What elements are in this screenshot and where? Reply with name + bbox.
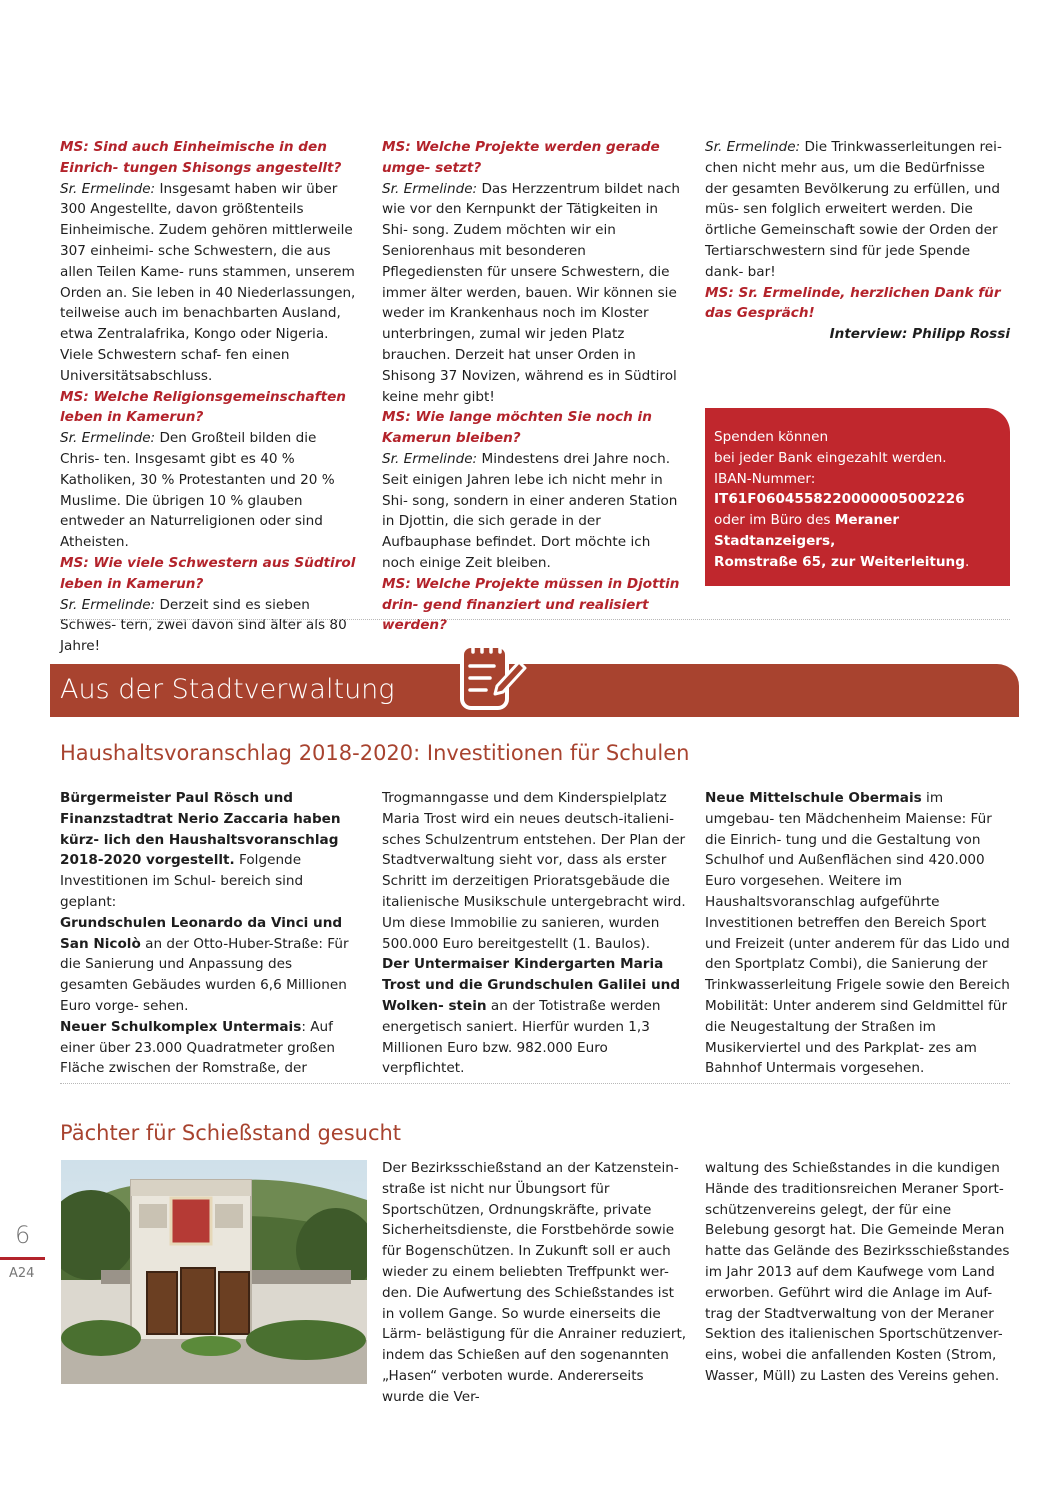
donation-line-3: IBAN-Nummer: — [714, 470, 816, 487]
article-1-column-3 — [705, 788, 1010, 1079]
speaker-label: Sr. Ermelinde: — [382, 180, 478, 197]
answer-text: Derzeit sind es sieben Schwes- tern, zwei davon sind älter als 80 Jahre! — [60, 596, 347, 655]
article-1-lead-rest: Folgende Investitionen im Schul- bereich sind geplant: — [60, 852, 304, 910]
article-2-column-2: Der Bezirksschießstand an der Katzenstein- straße ist nicht nur Übungsort für Sportschützen, Ordnungskräfte, private Sicherheitsdienste, die Forstbehörde sowie für Bogenschützen. In Zukunft soll er auch wieder zu einem beliebten Treffpunkt wer- den. Die Aufwertung des Schießstandes ist in vollem Gange. So wurde einerseits die Lärm- belästigung für die Anrainer reduziert, indem das Schießen auf den sogenannten „Hasen“ verboten wurde. Andererseits wurde die Ver- — [382, 1160, 687, 1405]
article-1-paragraph-3 — [60, 1017, 362, 1079]
answer-text: Den Großteil bilden die Chris- ten. Insgesamt gibt es 40 % Katholiken, 30 % Protestanten und 20 % Muslime. Die übrigen 10 % glauben entweder an Naturreligionen oder sind Atheisten. — [60, 430, 335, 551]
interview-answer — [60, 179, 360, 387]
speaker-label: Sr. Ermelinde: — [60, 596, 156, 613]
donation-line-2: bei jeder Bank eingezahlt werden. — [714, 449, 947, 466]
interview-question: MS: Sr. Ermelinde, herzlichen Dank für das Gespräch! — [705, 284, 1001, 322]
answer-text: Mindestens drei Jahre noch. Seit einigen Jahren lebe ich nicht mehr in Shi- song, sondern in einer anderen Station in Djottin, die sich gerade in der Aufbauphase befindet. Dort möchte ich noch einige Zeit bleiben. — [382, 450, 678, 571]
article-1-col2-p2 — [382, 954, 687, 1079]
donation-line-1: Spenden können — [714, 429, 829, 445]
article-1-p3-bold: Neuer Schulkomplex Untermais — [60, 1018, 302, 1035]
page-code: A24 — [9, 1266, 35, 1281]
divider-2 — [60, 1083, 1010, 1084]
answer-text: Die Trinkwasserleitungen rei- chen nicht mehr aus, um die Bedürfnisse der gesamten Bevölkerung zu erfüllen, und müs- sen folglich erweitert werden. Die örtliche Gemeinschaft sowie der Orden der Tertiarschwestern sind für jede Spende dank- bar! — [705, 139, 1002, 280]
article-2-title: Pächter für Schießstand gesucht — [60, 1121, 402, 1145]
section-banner — [50, 664, 1019, 717]
page-number: 6 — [15, 1221, 31, 1249]
article-1-lead — [60, 788, 362, 913]
interview-answer — [60, 428, 360, 553]
donation-line-6-bold: Romstraße 65, zur Weiterleitung — [714, 553, 965, 570]
interview-answer — [60, 595, 360, 657]
interview-credit — [705, 324, 1010, 345]
article-1-col2-p1: Trogmanngasse und dem Kinderspielplatz Maria Trost wird ein neues deutsch-italieni- sches Schulzentrum entstehen. Der Plan der Stadtverwaltung sieht vor, dass als erster Schritt im derzeitigen Prioratsgebäude die italienische Musikschule untergebracht wird. Um diese Immobilie zu sanieren, wurden 500.000 Euro bereitgestellt (1. Baulos). — [382, 790, 686, 952]
article-1-col3-p1-rest: im umgebau- ten Mädchenheim Maiense: Für die Einrich- tung und die Gestaltung von Schulhof und Außenflächen sind 420.000 Euro vorgesehen. Weitere im Haushaltsvoranschlag aufgeführte Investitionen betreffen den Bereich Sport und Freizeit (unter anderem für das Lido und den Sportplatz Combi), die Sanierung der Trinkwasserleitung Frigele sowie den Bereich Mobilität: Unter anderem sind Geldmittel für die Neugestaltung der Straßen im Musikerviertel und des Parkplat- zes am Bahnhof Untermais vorgesehen. — [705, 790, 1010, 1077]
speaker-label: Sr. Ermelinde: — [382, 450, 478, 467]
interview-column-3 — [705, 137, 1010, 324]
donation-line-5-bold: Meraner Stadtanzeigers, — [714, 512, 900, 549]
article-1-column-1 — [60, 788, 362, 1079]
donation-iban: IT61F0604558220000005002226 — [714, 491, 965, 508]
interview-column-2 — [382, 137, 684, 636]
article-1-p2-rest: an der Otto-Huber-Straße: Für die Sanierung und Anpassung des gesamten Gebäudes wurden 6,6 Millionen Euro vorge- sehen. — [60, 935, 349, 1014]
interview-answer — [382, 179, 684, 408]
shooting-range-photo — [61, 1160, 367, 1384]
divider-1 — [60, 619, 1010, 620]
page-number-rule — [0, 1257, 45, 1260]
article-1-col2-p2-bold: Der Untermaiser Kindergarten Maria Trost und die Grundschulen Galilei und Wolken- stein — [382, 956, 681, 1014]
interview-credit-text: Interview: Philipp Rossi — [829, 326, 1010, 342]
article-1-col3-p1-bold: Neue Mittelschule Obermais — [705, 790, 922, 806]
article-1-lead-bold: Bürgermeister Paul Rösch und Finanzstadtrat Nerio Zaccaria haben kürz- lich den Haushaltsvoranschlag 2018-2020 vorgestellt. — [60, 790, 341, 869]
article-1-p2-bold: Grundschulen Leonardo da Vinci und San Nicolò — [60, 914, 343, 952]
interview-question: MS: Welche Religionsgemeinschaften leben in Kamerun? — [60, 388, 346, 426]
notepad-pencil-icon — [453, 636, 529, 712]
article-1-column-2 — [382, 788, 687, 1079]
donation-line-5-text: oder im Büro des — [714, 512, 835, 529]
speaker-label: Sr. Ermelinde: — [60, 180, 156, 197]
interview-answer — [705, 137, 1010, 283]
donation-line-6-end: . — [964, 553, 970, 570]
article-1-col3-p1 — [705, 788, 1010, 1079]
speaker-label: Sr. Ermelinde: — [60, 430, 156, 447]
article-1-col2-p2-rest: an der Totistraße werden energetisch saniert. Hierfür wurden 1,3 Millionen Euro bzw. 982.000 Euro verpflichtet. — [382, 997, 661, 1077]
interview-question: MS: Sind auch Einheimische in den Einrich- tungen Shisongs angestellt? — [60, 139, 342, 176]
article-1-title: Haushaltsvoranschlag 2018-2020: Investitionen für Schulen — [60, 741, 690, 765]
article-1-paragraph-2 — [60, 913, 362, 1017]
interview-question: MS: Wie lange möchten Sie noch in Kamerun bleiben? — [382, 409, 652, 447]
article-2-column-3: waltung des Schießstandes in die kundigen Hände des traditionsreichen Meraner Sport- schützenvereins gelegt, der für eine Belebung gesorgt hat. Die Gemeinde Meran hatte das Gelände des Bezirksschießstandes im Jahr 2013 auf dem Kaufwege vom Land erworben. Geführt wird die Anlage im Auf- trag der Stadtverwaltung von der Meraner Sektion des italienischen Sportschützenver- eins, wobei die anfallenden Kosten (Strom, Wasser, Müll) zu Lasten des Vereins gehen. — [705, 1160, 1010, 1384]
interview-column-1 — [60, 137, 360, 657]
interview-question: MS: Welche Projekte werden gerade umge- setzt? — [382, 139, 660, 176]
answer-text: Insgesamt haben wir über 300 Angestellte, davon größtenteils Einheimische. Zudem gehören mittlerweile 307 einheimi- sche Schwestern, die aus allen Teilen Kame- runs stammen, unserem Orden an. Sie leben in 40 Niederlassungen, teilweise auch im benachbarten Ausland, etwa Zentralafrika, Kongo oder Nigeria. Viele Schwestern schaf- fen einen Universitätsabschluss. — [60, 180, 356, 384]
answer-text: Das Herzzentrum bildet nach wie vor den Kernpunkt der Tätigkeiten in Shi- song. Zudem möchten wir ein Seniorenhaus mit besonderen Pflegediensten für unsere Schwestern, die immer älter werden, bauen. Wir können sie weder im Krankenhaus noch im Kloster unterbringen, zumal wir jeden Platz brauchen. Derzeit hat unser Orden in Shisong 37 Novizen, während es in Südtirol keine mehr gibt! — [382, 180, 681, 405]
donation-line-5 — [714, 510, 1010, 552]
interview-question: MS: Welche Projekte müssen in Djottin drin- gend finanziert und realisiert werden? — [382, 575, 680, 634]
interview-question: MS: Wie viele Schwestern aus Südtirol leben in Kamerun? — [60, 554, 356, 592]
donation-box — [705, 408, 1010, 586]
article-1-p3-rest: : Auf einer über 23.000 Quadratmeter großen Fläche zwischen der Romstraße, der — [60, 1018, 335, 1077]
section-title: Aus der Stadtverwaltung — [60, 674, 395, 705]
speaker-label: Sr. Ermelinde: — [705, 139, 801, 155]
interview-answer — [382, 449, 684, 574]
donation-line-6 — [714, 552, 1010, 573]
